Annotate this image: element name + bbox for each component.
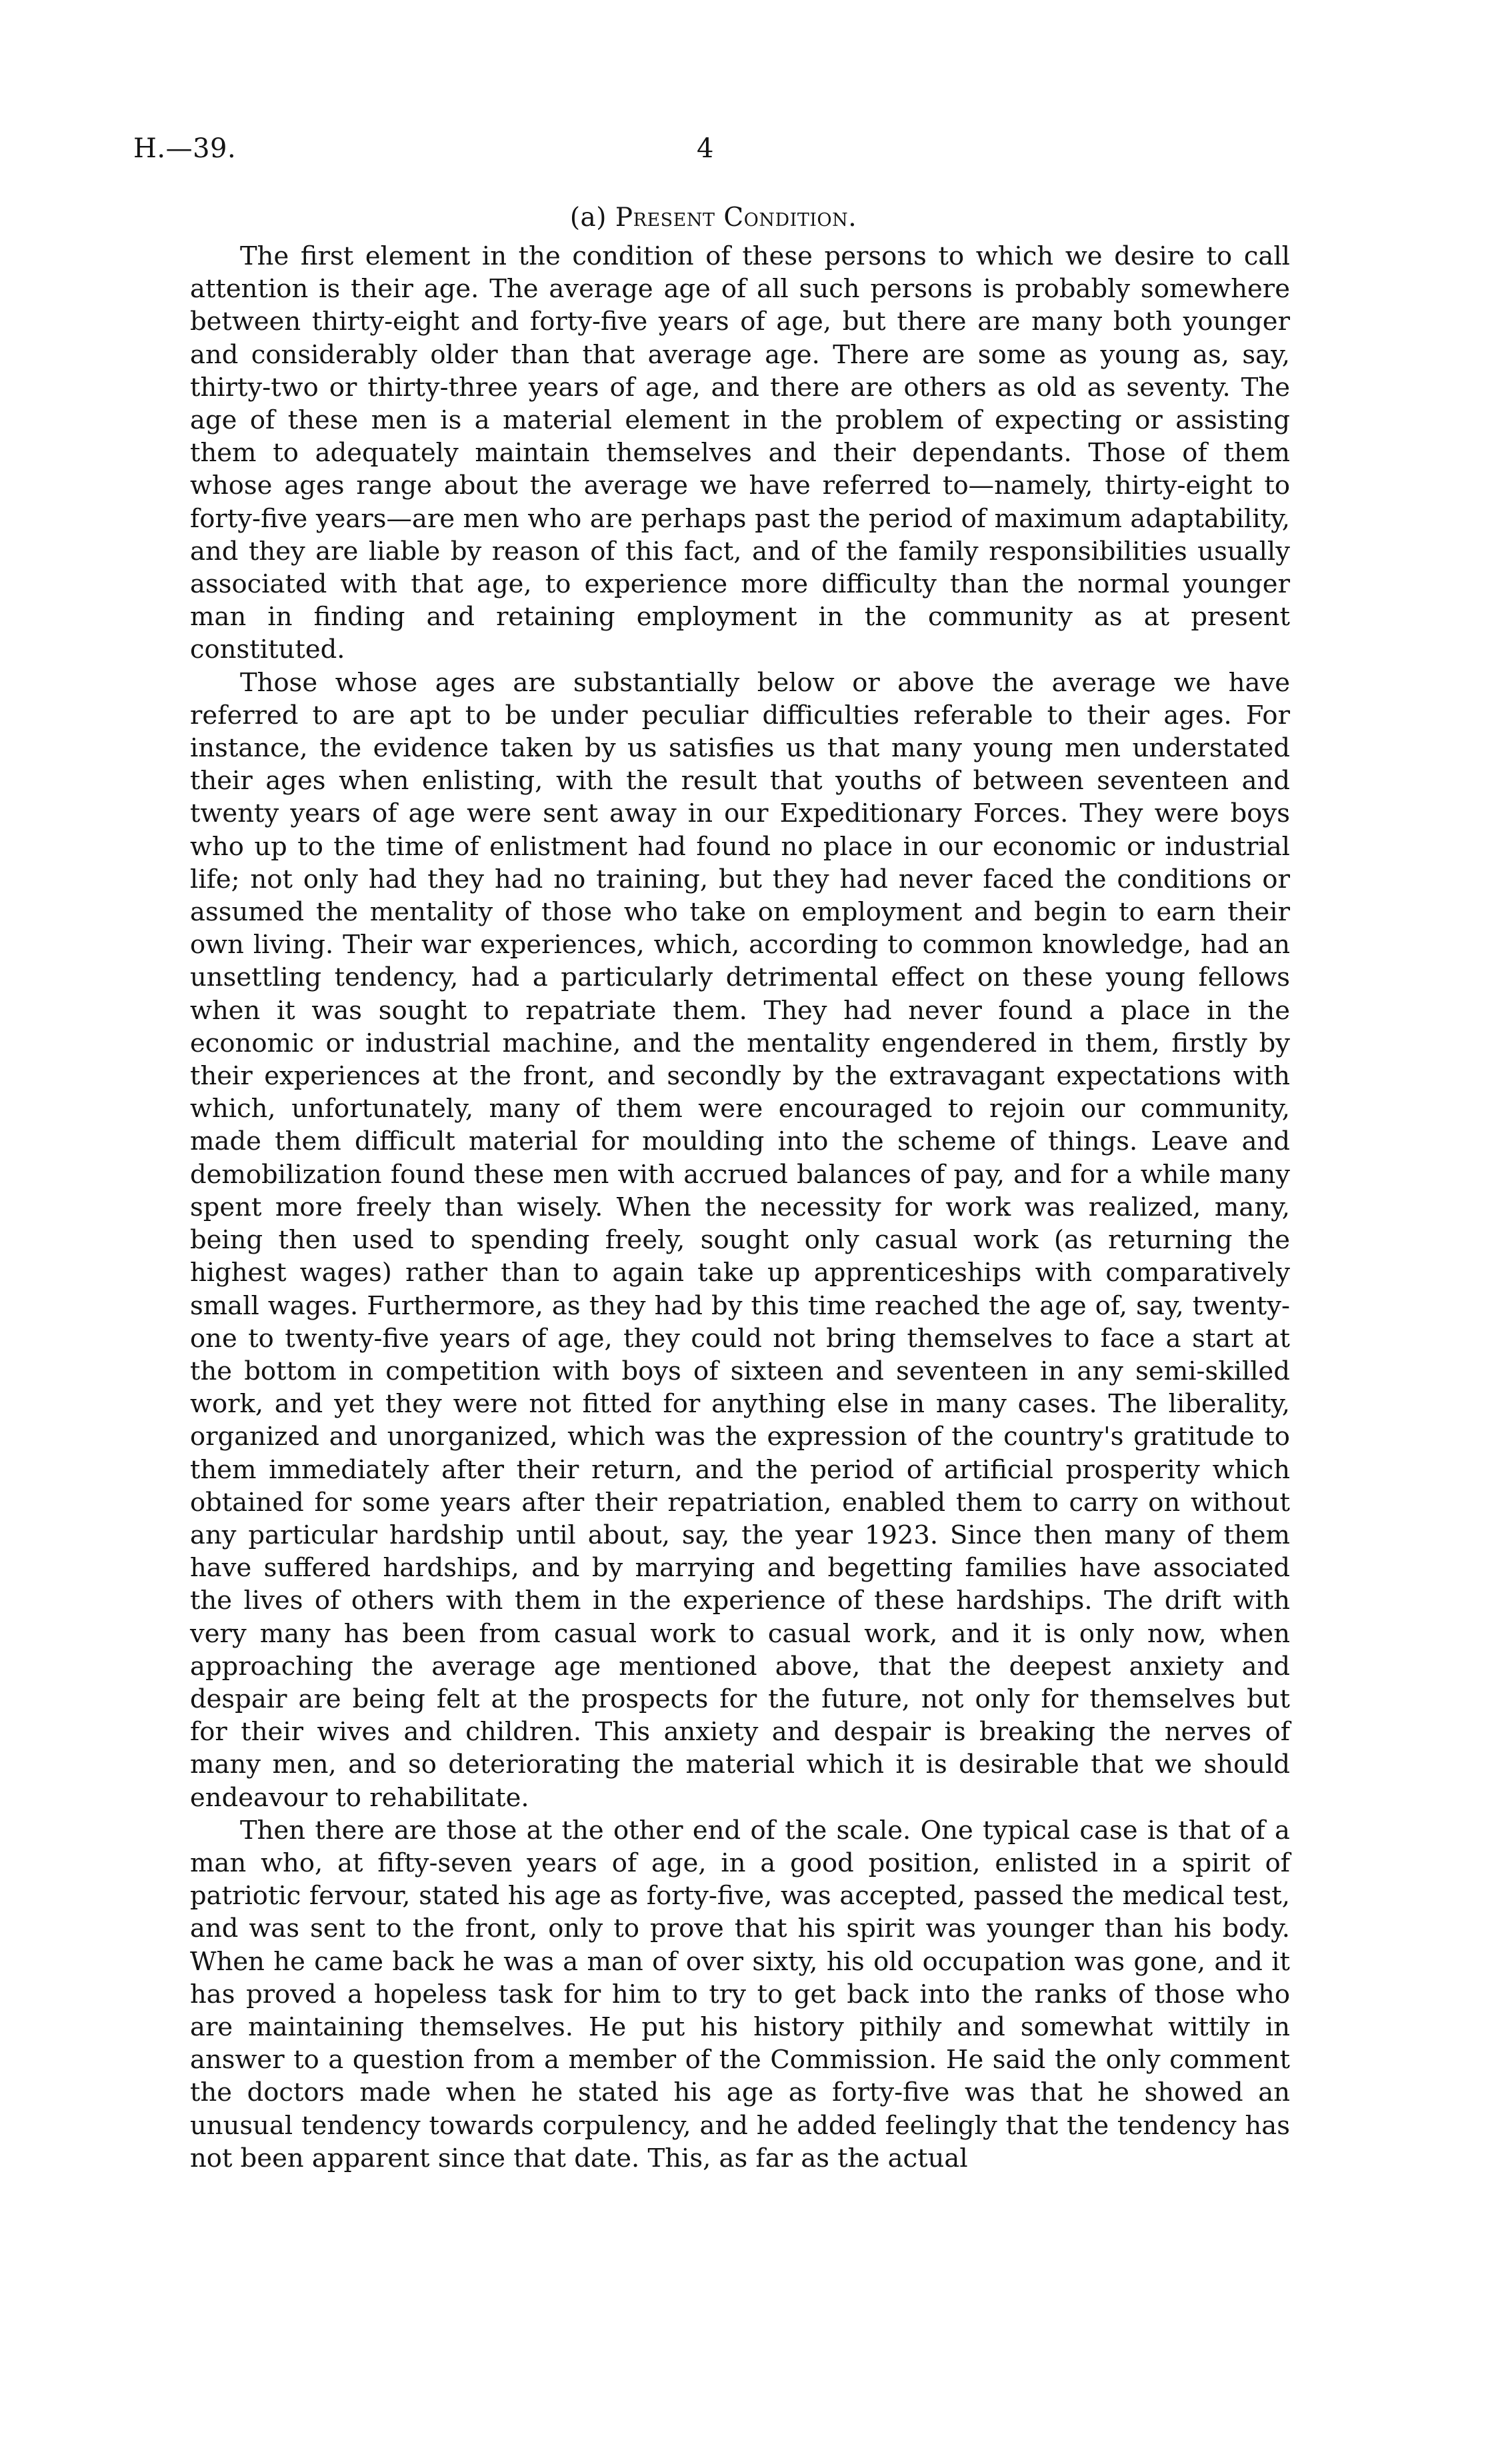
document-reference: H.—39. bbox=[133, 133, 237, 164]
paragraph: Then there are those at the other end of the scale. One typical case is that of a man who, at fifty-seven years of age, in a good position, enlisted in a spirit of patriotic fervour, stated his age as forty-five, was accepted, passed the medical test, and was sent to the front, only to prove that his spirit was younger than his body. When he came back he was a man of over sixty, his old occupation was gone, and it has proved a hopeless task for him to try to get back into the ranks of those who are maintaining themselves. He put his history pithily and somewhat wittily in answer to a question from a member of the Commission. He said the only comment the doctors made when he stated his age as forty-five was that he showed an unusual tendency towards corpulency, and he added feelingly that the tendency has not been apparent since that date. This, as far as the actual bbox=[190, 1815, 1290, 2173]
section-label: (a) bbox=[569, 203, 607, 233]
section-title: Present Condition. bbox=[615, 203, 857, 233]
section-heading bbox=[133, 203, 1293, 233]
page-header bbox=[133, 133, 1333, 173]
paragraph: Those whose ages are substantially below or above the average we have referred to are apt to be under peculiar difficulties referable to their ages. For instance, the evidence taken by us satisfies us that many young men understated their ages when enlisting, with the result that youths of between seventeen and twenty years of age were sent away in our Expeditionary Forces. They were boys who up to the time of enlistment had found no place in our economic or industrial life; not only had they had no training, but they had never faced the conditions or assumed the mentality of those who take on employment and begin to earn their own living. Their war experiences, which, according to common knowledge, had an unsettling tendency, had a particularly detrimental effect on these young fellows when it was sought to repatriate them. They had never found a place in the economic or industrial machine, and the mentality engendered in them, firstly by their experiences at the front, and secondly by the extravagant expectations with which, unfortunately, many of them were encouraged to rejoin our community, made them difficult material for moulding into the scheme of things. Leave and demobilization found these men with accrued balances of pay, and for a while many spent more freely than wisely. When the necessity for work was realized, many, being then used to spending freely, sought only casual work (as returning the highest wages) rather than to again take up apprenticeships with comparatively small wages. Furthermore, as they had by this time reached the age of, say, twenty-one to twenty-five years of age, they could not bring themselves to face a start at the bottom in competition with boys of sixteen and seventeen in any semi-skilled work, and yet they were not fitted for anything else in many cases. The liberality, organized and unorganized, which was the expression of the country's gratitude to them immediately after their return, and the period of artificial prosperity which obtained for some years after their repatriation, enabled them to carry on without any particular hardship until about, say, the year 1923. Since then many of them have suffered hardships, and by marrying and begetting families have associated the lives of others with them in the experience of these hardships. The drift with very many has been from casual work to casual work, and it is only now, when approaching the average age mentioned above, that the deepest anxiety and despair are being felt at the prospects for the future, not only for themselves but for their wives and children. This anxiety and despair is breaking the nerves of many men, and so deteriorating the material which it is desirable that we should endeavour to rehabilitate. bbox=[190, 667, 1290, 1813]
paragraph: The first element in the condition of these persons to which we desire to call attention is their age. The average age of all such persons is probably somewhere between thirty-eight and forty-five years of age, but there are many both younger and considerably older than that average age. There are some as young as, say, thirty-two or thirty-three years of age, and there are others as old as seventy. The age of these men is a material element in the problem of expecting or assisting them to adequately maintain themselves and their dependants. Those of them whose ages range about the average we have referred to—namely, thirty-eight to forty-five years—are men who are perhaps past the period of maximum adaptability, and they are liable by reason of this fact, and of the family responsibilities usually associated with that age, to experience more difficulty than the normal younger man in finding and retaining employment in the community as at present constituted. bbox=[190, 241, 1290, 665]
page-number: 4 bbox=[697, 133, 714, 164]
body-text bbox=[190, 240, 1290, 2175]
